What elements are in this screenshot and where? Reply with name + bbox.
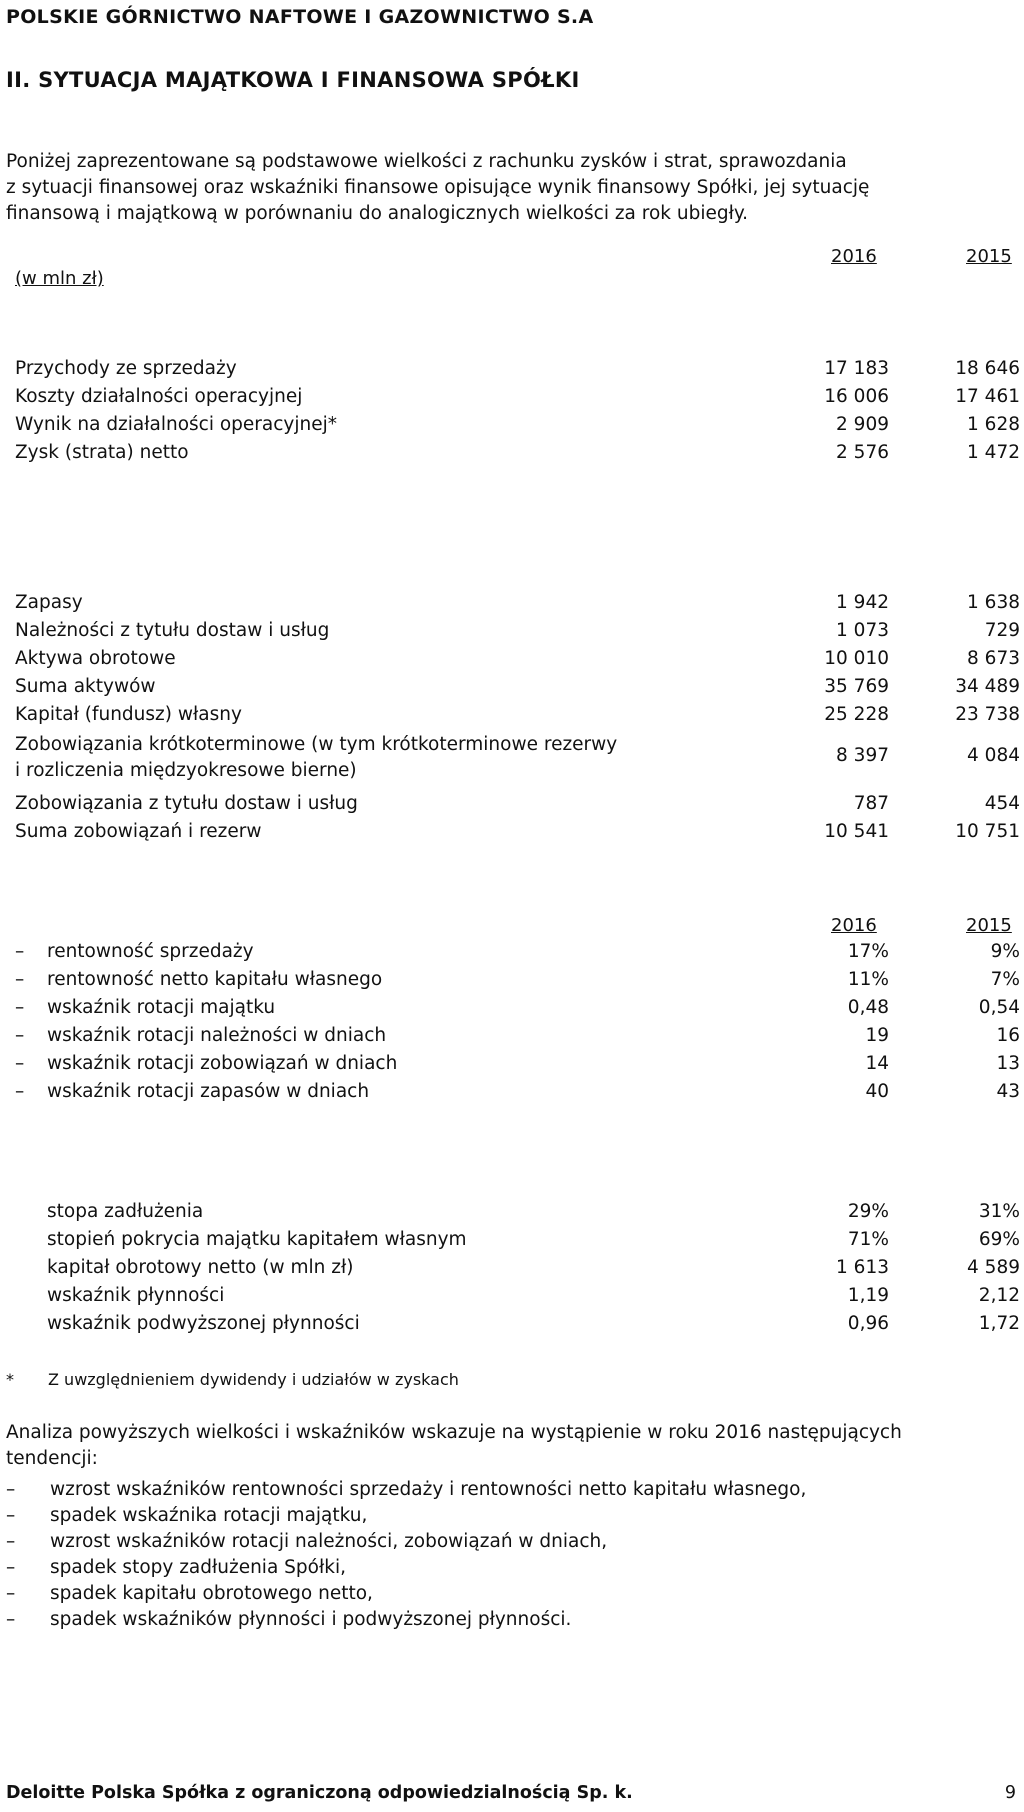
section-title: II. SYTUACJA MAJĄTKOWA I FINANSOWA SPÓŁKI [6, 68, 580, 92]
table-row [0, 704, 1024, 730]
row-label: Zysk (strata) netto [15, 442, 189, 463]
value-2015: 18 646 [955, 358, 1020, 379]
table-row [0, 358, 1024, 384]
year-header-2015: 2015 [966, 915, 1012, 936]
table-row [0, 442, 1024, 468]
value-2016: 17 183 [824, 358, 889, 379]
table-row [0, 414, 1024, 440]
value-2016: 1,19 [847, 1285, 889, 1306]
value-2016: 25 228 [824, 704, 889, 725]
row-label-line: i rozliczenia międzyokresowe bierne) [15, 760, 357, 781]
value-2016: 1 942 [836, 592, 889, 613]
bullet-dash: – [15, 941, 25, 962]
value-2015: 2,12 [978, 1285, 1020, 1306]
company-name: POLSKIE GÓRNICTWO NAFTOWE I GAZOWNICTWO S.A [6, 6, 594, 28]
row-label: Koszty działalności operacyjnej [15, 386, 303, 407]
row-label: rentowność netto kapitału własnego [47, 969, 383, 990]
intro-paragraph [6, 149, 1018, 227]
table-row [0, 997, 1024, 1023]
value-2015: 1 638 [967, 592, 1020, 613]
table-row [0, 821, 1024, 847]
bullet-dash: – [6, 1531, 16, 1552]
table-row [0, 793, 1024, 819]
bullet-dash: – [15, 997, 25, 1018]
row-label: wskaźnik płynności [47, 1285, 225, 1306]
value-2015: 4 084 [967, 745, 1020, 766]
table-row [0, 969, 1024, 995]
analysis-line: tendencji: [6, 1448, 98, 1469]
row-label: wskaźnik rotacji majątku [47, 997, 276, 1018]
value-2016: 71% [847, 1229, 889, 1250]
value-2016: 40 [865, 1081, 889, 1102]
row-label: kapitał obrotowy netto (w mln zł) [47, 1257, 354, 1278]
row-label: wskaźnik podwyższonej płynności [47, 1313, 360, 1334]
row-label: Aktywa obrotowe [15, 648, 176, 669]
table-row [0, 1081, 1024, 1107]
bullet-dash: – [15, 969, 25, 990]
value-2015: 9% [990, 941, 1020, 962]
value-2015: 23 738 [955, 704, 1020, 725]
table-row [0, 592, 1024, 618]
row-label: stopień pokrycia majątku kapitałem własnym [47, 1229, 467, 1250]
bullet-dash: – [6, 1479, 16, 1500]
table-row [0, 1313, 1024, 1339]
value-2016: 1 073 [836, 620, 889, 641]
page-number: 9 [1004, 1783, 1016, 1803]
row-label: Suma zobowiązań i rezerw [15, 821, 262, 842]
value-2015: 729 [984, 620, 1020, 641]
table-row [0, 941, 1024, 967]
value-2016: 0,48 [847, 997, 889, 1018]
value-2016: 10 541 [824, 821, 889, 842]
value-2015: 16 [996, 1025, 1020, 1046]
value-2016: 16 006 [824, 386, 889, 407]
value-2015: 4 589 [967, 1257, 1020, 1278]
list-item-text: spadek wskaźników płynności i podwyższonej płynności. [50, 1609, 572, 1630]
footer-firm: Deloitte Polska Spółka z ograniczoną odpowiedzialnością Sp. k. [6, 1783, 633, 1803]
value-2016: 19 [865, 1025, 889, 1046]
analysis-line: Analiza powyższych wielkości i wskaźników wskazuje na wystąpienie w roku 2016 następujących [6, 1422, 902, 1443]
table-row [0, 1285, 1024, 1311]
row-label: wskaźnik rotacji zapasów w dniach [47, 1081, 370, 1102]
value-2015: 17 461 [955, 386, 1020, 407]
table-row [0, 1257, 1024, 1283]
row-label: Przychody ze sprzedaży [15, 358, 237, 379]
value-2015: 10 751 [955, 821, 1020, 842]
row-label: Zobowiązania z tytułu dostaw i usług [15, 793, 358, 814]
table-row [0, 1053, 1024, 1079]
table-row [0, 1025, 1024, 1051]
row-label: Wynik na działalności operacyjnej* [15, 414, 337, 435]
bullet-dash: – [6, 1505, 16, 1526]
value-2015: 454 [984, 793, 1020, 814]
bullet-dash: – [15, 1053, 25, 1074]
bullet-dash: – [6, 1557, 16, 1578]
row-label: Zapasy [15, 592, 83, 613]
unit-label: (w mln zł) [15, 268, 104, 289]
value-2016: 2 909 [836, 414, 889, 435]
value-2016: 8 397 [836, 745, 889, 766]
list-item-text: wzrost wskaźników rentowności sprzedaży i rentowności netto kapitału własnego, [50, 1479, 807, 1500]
footnote-marker: * [6, 1370, 14, 1389]
list-item-text: spadek wskaźnika rotacji majątku, [50, 1505, 368, 1526]
bullet-dash: – [6, 1609, 16, 1630]
value-2016: 29% [847, 1201, 889, 1222]
row-label-line: Zobowiązania krótkoterminowe (w tym krótkoterminowe rezerwy [15, 734, 618, 755]
value-2015: 0,54 [978, 997, 1020, 1018]
intro-line: Poniżej zaprezentowane są podstawowe wielkości z rachunku zysków i strat, sprawozdania [6, 151, 847, 172]
value-2015: 34 489 [955, 676, 1020, 697]
value-2016: 11% [847, 969, 889, 990]
list-item-text: spadek kapitału obrotowego netto, [50, 1583, 373, 1604]
table-row [0, 1201, 1024, 1227]
list-item-text: spadek stopy zadłużenia Spółki, [50, 1557, 346, 1578]
row-label: Suma aktywów [15, 676, 156, 697]
table-row [0, 1229, 1024, 1255]
table-row [0, 648, 1024, 674]
row-label: Należności z tytułu dostaw i usług [15, 620, 330, 641]
bullet-dash: – [15, 1025, 25, 1046]
table-row [0, 620, 1024, 646]
value-2016: 2 576 [836, 442, 889, 463]
table-row [0, 732, 1024, 784]
row-label: Kapitał (fundusz) własny [15, 704, 242, 725]
value-2015: 31% [978, 1201, 1020, 1222]
value-2015: 1 472 [967, 442, 1020, 463]
year-header-2016: 2016 [831, 915, 877, 936]
year-header-2015: 2015 [966, 246, 1012, 267]
intro-line: z sytuacji finansowej oraz wskaźniki finansowe opisujące wynik finansowy Spółki, jej sytuację [6, 177, 870, 198]
value-2015: 69% [978, 1229, 1020, 1250]
table-row [0, 386, 1024, 412]
list-item-text: wzrost wskaźników rotacji należności, zobowiązań w dniach, [50, 1531, 608, 1552]
value-2015: 7% [990, 969, 1020, 990]
value-2015: 8 673 [967, 648, 1020, 669]
value-2015: 43 [996, 1081, 1020, 1102]
value-2015: 1,72 [978, 1313, 1020, 1334]
value-2016: 1 613 [836, 1257, 889, 1278]
value-2016: 787 [853, 793, 889, 814]
value-2016: 10 010 [824, 648, 889, 669]
intro-line: finansową i majątkową w porównaniu do analogicznych wielkości za rok ubiegły. [6, 203, 749, 224]
row-label [15, 732, 617, 784]
year-header-2016: 2016 [831, 246, 877, 267]
bullet-dash: – [15, 1081, 25, 1102]
analysis-paragraph [6, 1420, 1018, 1472]
row-label: wskaźnik rotacji zobowiązań w dniach [47, 1053, 398, 1074]
row-label: rentowność sprzedaży [47, 941, 254, 962]
row-label: wskaźnik rotacji należności w dniach [47, 1025, 387, 1046]
value-2016: 14 [865, 1053, 889, 1074]
footnote-text: Z uwzględnieniem dywidendy i udziałów w zyskach [48, 1370, 459, 1389]
table-row [0, 676, 1024, 702]
bullet-dash: – [6, 1583, 16, 1604]
value-2016: 35 769 [824, 676, 889, 697]
value-2015: 1 628 [967, 414, 1020, 435]
value-2016: 0,96 [847, 1313, 889, 1334]
row-label: stopa zadłużenia [47, 1201, 204, 1222]
value-2015: 13 [996, 1053, 1020, 1074]
value-2016: 17% [847, 941, 889, 962]
